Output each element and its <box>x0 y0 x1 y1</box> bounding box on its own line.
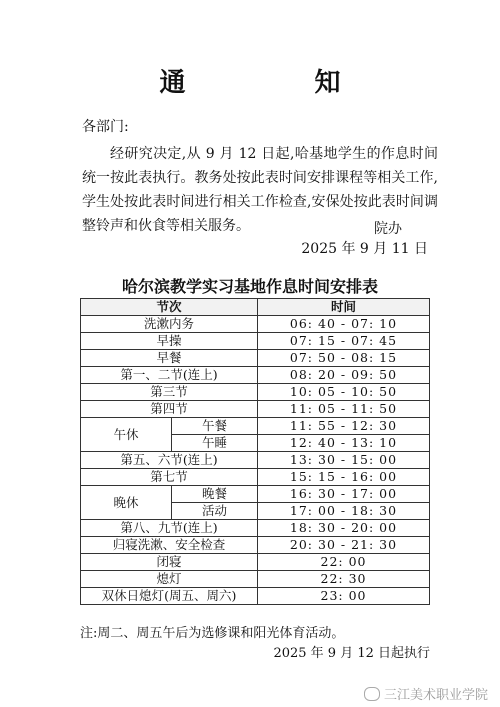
schedule-table <box>80 298 430 605</box>
row-label: 洗漱内务 <box>81 316 258 333</box>
table-row <box>81 469 430 486</box>
table-row <box>81 316 430 333</box>
row-time: 11: 05 - 11: 50 <box>258 401 430 418</box>
notice-title: 通 知 <box>159 68 401 98</box>
row-time: 18: 30 - 20: 00 <box>258 520 430 537</box>
row-time: 13: 30 - 15: 00 <box>258 452 430 469</box>
row-label: 第七节 <box>81 469 258 486</box>
notice-body: 经研究决定,从 9 月 12 日起,哈基地学生的作息时间统一按此表执行。教务处按此表时间安排课程等相关工作,学生处按此表时间进行相关工作检查,安保处按此表时间调整铃声和伙食等相关服务。 <box>82 146 438 234</box>
effective-date: 2025 年 9 月 12 日起执行 <box>273 646 430 661</box>
row-time: 10: 05 - 10: 50 <box>258 384 430 401</box>
row-sub-label: 午餐 <box>172 418 258 435</box>
table-row <box>81 554 430 571</box>
row-label: 第八、九节(连上) <box>81 520 258 537</box>
row-label: 第四节 <box>81 401 258 418</box>
row-time: 15: 15 - 16: 00 <box>258 469 430 486</box>
schedule-note: 注:周二、周五午后为选修课和阳光体育活动。 <box>80 626 345 641</box>
row-time: 12: 40 - 13: 10 <box>258 435 430 452</box>
table-row <box>81 350 430 367</box>
table-row <box>81 333 430 350</box>
header-time: 时间 <box>258 299 430 316</box>
table-row <box>81 588 430 605</box>
row-time: 06: 40 - 07: 10 <box>258 316 430 333</box>
row-label: 归寝洗漱、安全检查 <box>81 537 258 554</box>
row-time: 22: 30 <box>258 571 430 588</box>
row-label: 闭寝 <box>81 554 258 571</box>
row-time: 11: 55 - 12: 30 <box>258 418 430 435</box>
table-row <box>81 401 430 418</box>
table-row <box>81 520 430 537</box>
table-row <box>81 486 430 503</box>
table-row <box>81 571 430 588</box>
row-label: 第三节 <box>81 384 258 401</box>
row-label: 第五、六节(连上) <box>81 452 258 469</box>
notice-date: 2025 年 9 月 11 日 <box>301 241 428 257</box>
table-row <box>81 537 430 554</box>
row-label: 双休日熄灯(周五、周六) <box>81 588 258 605</box>
table-header-row <box>81 299 430 316</box>
row-sub-label: 活动 <box>172 503 258 520</box>
row-time: 07: 50 - 08: 15 <box>258 350 430 367</box>
row-sub-label: 午睡 <box>172 435 258 452</box>
row-label: 熄灯 <box>81 571 258 588</box>
row-sub-label: 晚餐 <box>172 486 258 503</box>
row-time: 23: 00 <box>258 588 430 605</box>
watermark <box>364 684 488 703</box>
row-time: 07: 15 - 07: 45 <box>258 333 430 350</box>
header-period: 节次 <box>81 299 258 316</box>
row-time: 17: 00 - 18: 30 <box>258 503 430 520</box>
row-time: 16: 30 - 17: 00 <box>258 486 430 503</box>
table-row <box>81 367 430 384</box>
row-time: 22: 00 <box>258 554 430 571</box>
watermark-text: 三江美术职业学院 <box>383 688 488 703</box>
schedule-title: 哈尔滨教学实习基地作息时间安排表 <box>121 277 378 296</box>
row-time: 08: 20 - 09: 50 <box>258 367 430 384</box>
row-time: 20: 30 - 21: 30 <box>258 537 430 554</box>
addressee: 各部门: <box>82 119 129 135</box>
signer: 院办 <box>374 221 402 237</box>
weibo-logo-icon <box>364 687 380 701</box>
row-group-label: 晚休 <box>81 486 172 520</box>
table-row <box>81 452 430 469</box>
row-label: 早操 <box>81 333 258 350</box>
row-group-label: 午休 <box>81 418 172 452</box>
row-label: 第一、二节(连上) <box>81 367 258 384</box>
table-row <box>81 418 430 435</box>
row-label: 早餐 <box>81 350 258 367</box>
table-row <box>81 384 430 401</box>
